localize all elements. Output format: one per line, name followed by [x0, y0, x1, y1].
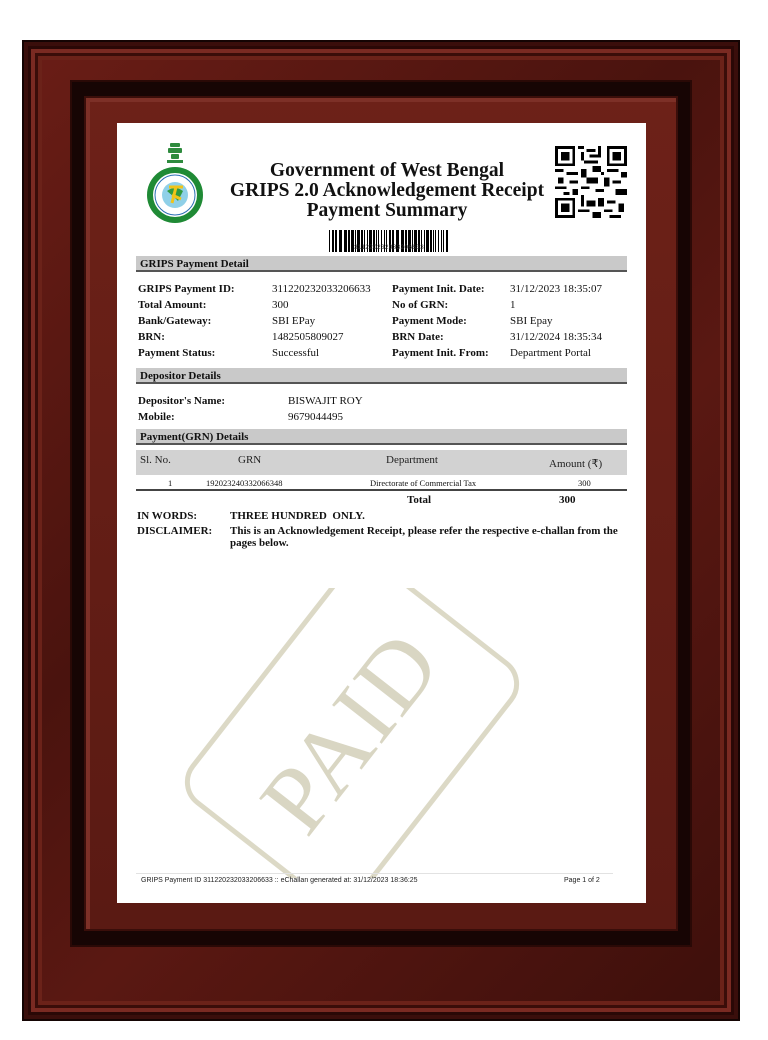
field-label: Mobile:	[138, 411, 175, 423]
cell-sl: 1	[168, 478, 173, 488]
column-header: Amount (₹)	[549, 458, 603, 470]
field-label: Payment Status:	[138, 347, 216, 359]
section-header-depositor: Depositor Details	[136, 368, 627, 384]
qr-code-icon	[555, 145, 627, 219]
field-value: SBI EPay	[272, 315, 316, 327]
in-words-label: IN WORDS:	[137, 510, 198, 522]
title-line-summary: Payment Summary	[306, 200, 468, 221]
barcode-number: 311220232033206633	[354, 244, 424, 251]
stamp-text: PAID	[239, 610, 461, 853]
cell-grn: 192023240332066348	[206, 478, 283, 488]
column-header: Sl. No.	[140, 454, 171, 466]
field-label: No of GRN:	[392, 299, 449, 311]
table-header	[136, 450, 627, 475]
receipt-document	[117, 123, 646, 903]
field-label: Payment Init. From:	[392, 347, 489, 359]
column-header: Department	[386, 454, 438, 466]
field-value: 31/12/2023 18:35:07	[510, 283, 602, 295]
field-payment-id	[138, 283, 235, 296]
table-row	[136, 477, 627, 491]
title-line-receipt: GRIPS 2.0 Acknowledgement Receipt	[229, 180, 545, 201]
field-label: Payment Mode:	[392, 315, 467, 327]
field-value: Department Portal	[510, 347, 591, 359]
cell-department: Directorate of Commercial Tax	[370, 478, 477, 488]
disclaimer-text-line2: pages below.	[230, 537, 289, 549]
field-label: GRIPS Payment ID:	[138, 283, 235, 295]
field-label: BRN Date:	[392, 331, 444, 343]
field-value: 31/12/2024 18:35:34	[510, 331, 602, 343]
depositor-name: BISWAJIT ROY	[288, 395, 363, 407]
west-bengal-emblem-icon	[145, 141, 205, 225]
column-header: GRN	[238, 454, 262, 466]
footer-divider	[136, 873, 613, 874]
section-header-payment-detail: GRIPS Payment Detail	[136, 256, 627, 272]
depositor-mobile: 9679044495	[288, 411, 343, 423]
field-value: SBI Epay	[510, 315, 553, 327]
field-label: BRN:	[138, 331, 165, 343]
page-indicator: Page 1 of 2	[564, 877, 600, 884]
status-value: Successful	[272, 347, 320, 359]
field-value: 311220232033206633	[272, 283, 371, 295]
footer-generated-info: GRIPS Payment ID 311220232033206633 :: eChallan generated at: 31/12/2023 18:36:25	[141, 877, 418, 884]
paid-stamp-watermark	[147, 588, 567, 878]
field-value: 300	[272, 299, 289, 311]
title-line-government: Government of West Bengal	[269, 160, 505, 181]
field-label: Depositor's Name:	[138, 395, 226, 407]
in-words-value: THREE HUNDRED ONLY.	[230, 510, 365, 522]
page-title	[217, 161, 557, 221]
total-label: Total	[407, 494, 432, 506]
field-label: Total Amount:	[138, 299, 207, 311]
field-label: Bank/Gateway:	[138, 315, 212, 327]
total-value: 300	[559, 494, 576, 506]
field-label: Payment Init. Date:	[392, 283, 485, 295]
cell-amount: 300	[578, 478, 591, 488]
section-header-grn: Payment(GRN) Details	[136, 429, 627, 445]
field-value: 1482505809027	[272, 331, 344, 343]
disclaimer-text-line1: This is an Acknowledgement Receipt, please refer the respective e-challan from the	[230, 525, 618, 537]
disclaimer-label: DISCLAIMER:	[137, 525, 213, 537]
field-value: 1	[510, 299, 516, 311]
